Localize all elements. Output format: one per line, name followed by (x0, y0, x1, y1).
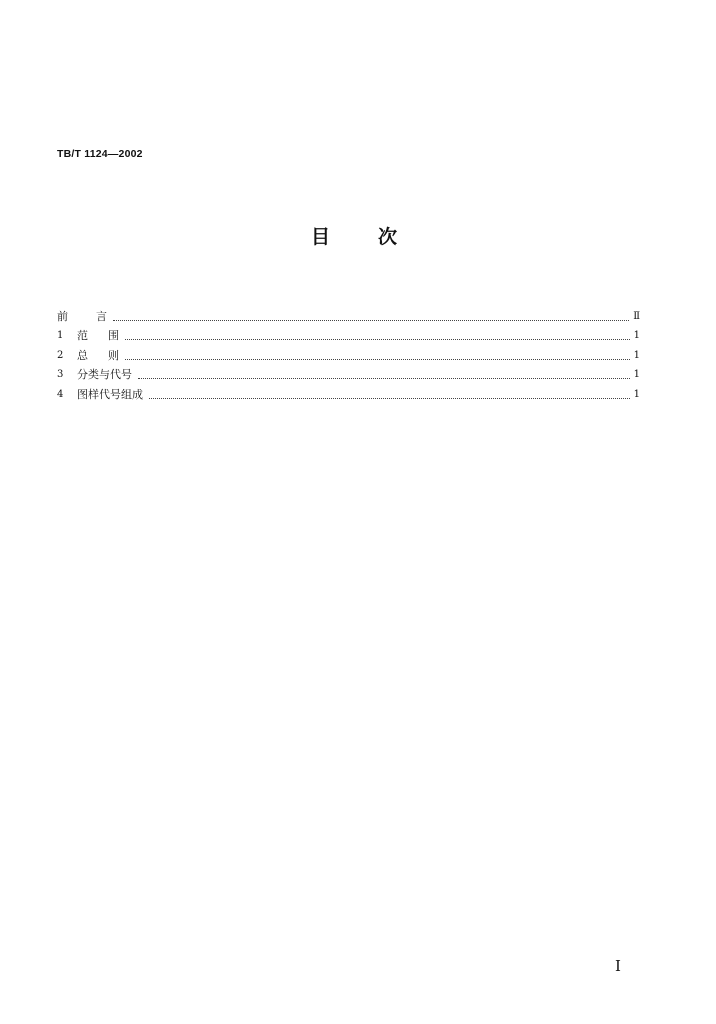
toc-entry-label: 分类与代号 (77, 368, 132, 381)
toc-entry-number: 2 (57, 349, 64, 361)
toc-entry-general[interactable] (57, 343, 640, 363)
toc-entry-label: 前言 (57, 309, 135, 323)
toc-entry-page: 1 (633, 369, 640, 380)
toc-entry-page: Ⅱ (633, 310, 640, 322)
page-number: I (615, 957, 621, 975)
toc-title: 目次 (311, 226, 446, 248)
toc-entry-number: 4 (57, 388, 64, 400)
dot-leader (125, 339, 630, 340)
toc-list (57, 304, 640, 402)
toc-entry-classification[interactable] (57, 363, 640, 383)
standard-code: TB/T 1124—2002 (57, 148, 143, 160)
toc-entry-number: 3 (57, 369, 64, 380)
toc-entry-drawing-code[interactable] (57, 382, 640, 402)
toc-entry-page: 1 (633, 330, 640, 341)
toc-entry-foreword[interactable] (57, 304, 640, 324)
toc-entry-page: 1 (633, 388, 640, 400)
toc-entry-label: 范围 (77, 329, 139, 342)
dot-leader (149, 398, 630, 399)
dot-leader (113, 320, 629, 321)
toc-entry-number: 1 (57, 330, 64, 341)
toc-entry-scope[interactable] (57, 324, 640, 344)
toc-entry-page: 1 (633, 349, 640, 361)
toc-entry-label: 总则 (77, 348, 139, 362)
dot-leader (138, 378, 630, 379)
toc-entry-label: 图样代号组成 (77, 387, 143, 401)
dot-leader (125, 359, 630, 360)
